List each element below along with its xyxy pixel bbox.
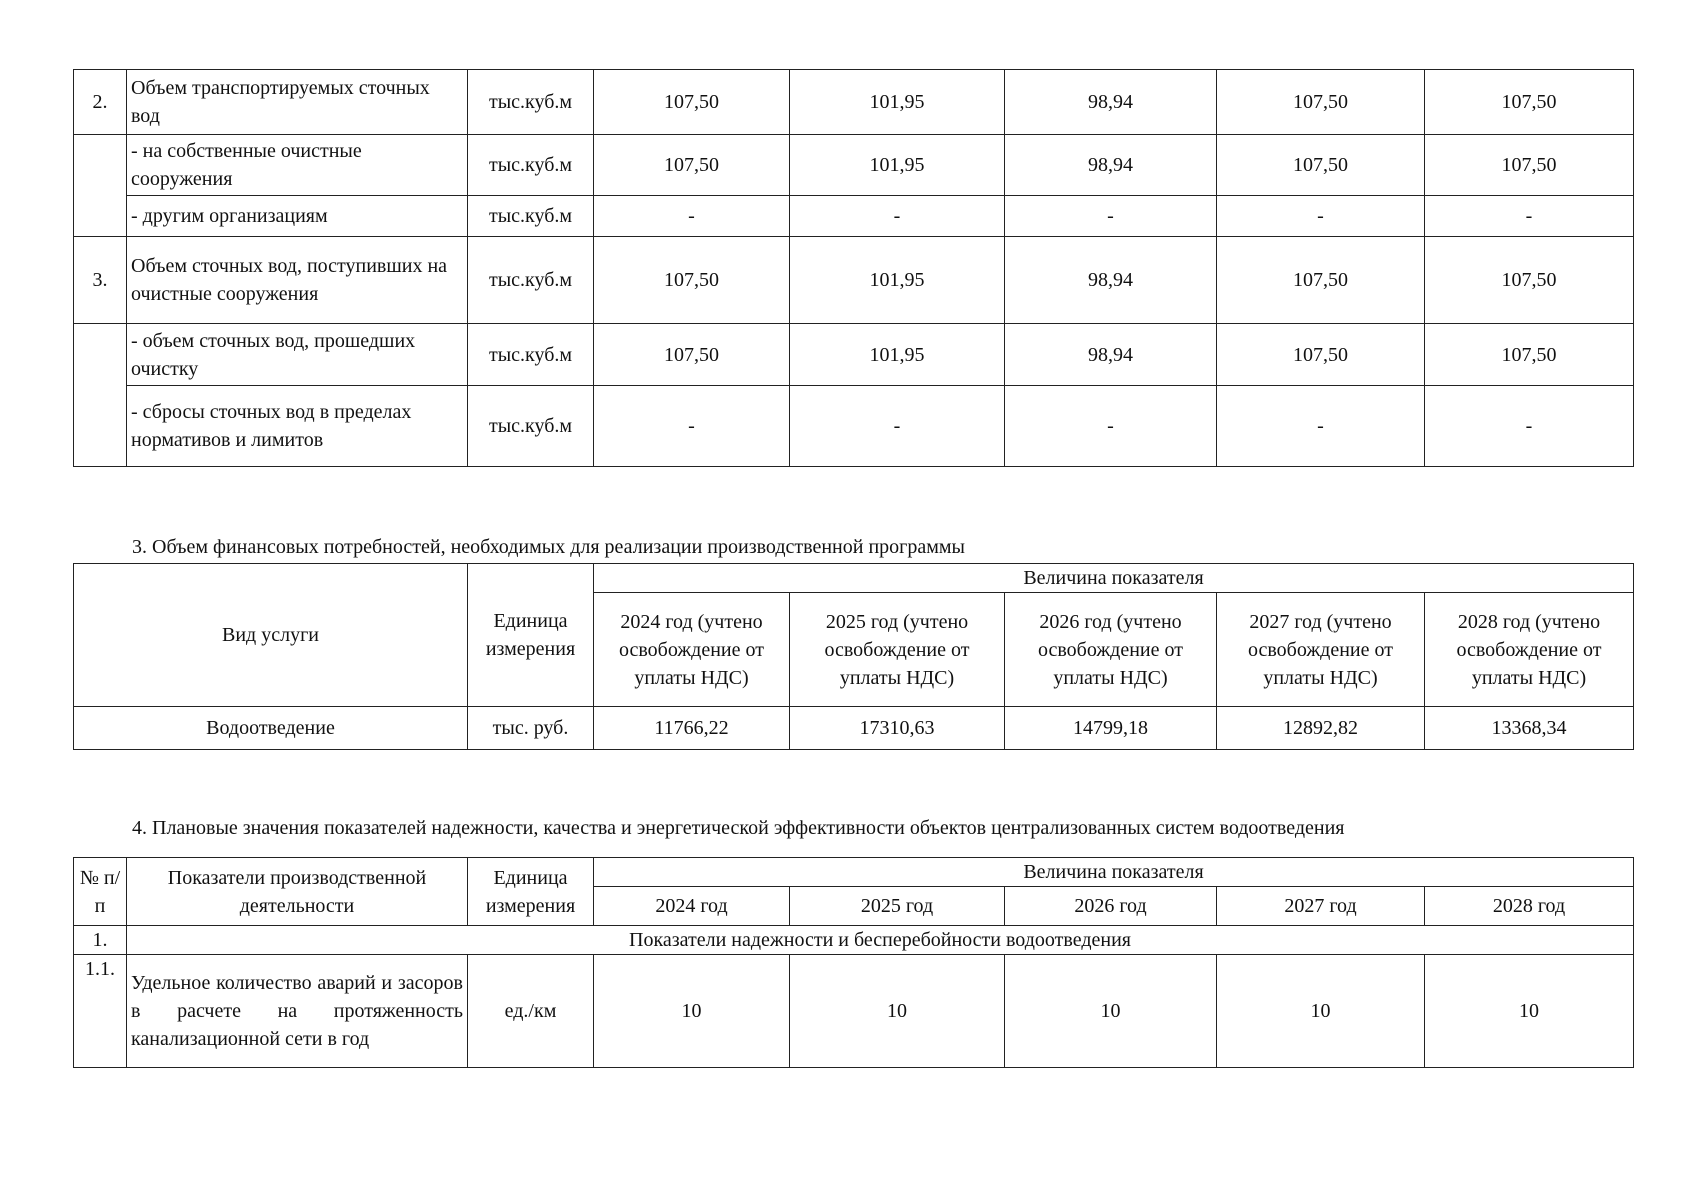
table-row (74, 707, 1634, 750)
table-row (74, 386, 1634, 467)
value-cell: 98,94 (1005, 237, 1217, 324)
service-name: Водоотведение (74, 707, 468, 750)
value-cell: 14799,18 (1005, 707, 1217, 750)
value-cell: 107,50 (594, 135, 790, 196)
value-cell: 12892,82 (1217, 707, 1425, 750)
value-cell: 107,50 (1217, 70, 1425, 135)
row-unit: тыс.куб.м (468, 70, 594, 135)
value-cell: - (790, 386, 1005, 467)
table-row (74, 196, 1634, 237)
year-header: 2025 год (учтено освобождение от уплаты НДС) (790, 593, 1005, 707)
row-name: Удельное количество аварий и засоров в расчете на протяженность канализационной сети в год (127, 955, 468, 1068)
value-cell: 10 (1217, 955, 1425, 1068)
value-cell: 98,94 (1005, 70, 1217, 135)
reliability-indicators-table (73, 857, 1634, 1068)
row-name: - объем сточных вод, прошедших очистку (127, 324, 468, 386)
value-cell: 10 (1005, 955, 1217, 1068)
value-cell: 107,50 (1217, 237, 1425, 324)
row-unit: тыс.куб.м (468, 386, 594, 467)
year-header: 2028 год (1425, 887, 1634, 926)
table-row (74, 135, 1634, 196)
value-cell: - (1005, 386, 1217, 467)
value-cell: - (594, 196, 790, 237)
indicator-header: Показатели производственной деятельности (127, 858, 468, 926)
value-cell: 11766,22 (594, 707, 790, 750)
row-number (74, 324, 127, 467)
row-number: 2. (74, 70, 127, 135)
num-header: № п/п (74, 858, 127, 926)
year-header: 2027 год (1217, 887, 1425, 926)
table-row (74, 237, 1634, 324)
value-cell: - (1005, 196, 1217, 237)
value-group-header: Величина показателя (594, 564, 1634, 593)
row-number (74, 135, 127, 237)
section-3-title: 3. Объем финансовых потребностей, необходимых для реализации производственной программы (132, 536, 965, 558)
row-name: - другим организациям (127, 196, 468, 237)
value-cell: 107,50 (1425, 70, 1634, 135)
value-cell: - (1217, 386, 1425, 467)
value-group-header: Величина показателя (594, 858, 1634, 887)
value-cell: 98,94 (1005, 135, 1217, 196)
year-header: 2026 год (учтено освобождение от уплаты НДС) (1005, 593, 1217, 707)
year-header: 2024 год (594, 887, 790, 926)
section-4-title: 4. Плановые значения показателей надежности, качества и энергетической эффективности объектов централизованных систем водоотведения (132, 817, 1345, 839)
value-cell: 107,50 (594, 324, 790, 386)
value-cell: 13368,34 (1425, 707, 1634, 750)
row-number: 3. (74, 237, 127, 324)
row-name: - на собственные очистные сооружения (127, 135, 468, 196)
row-unit: тыс.куб.м (468, 324, 594, 386)
service-header: Вид услуги (74, 564, 468, 707)
value-cell: 17310,63 (790, 707, 1005, 750)
value-cell: 107,50 (1425, 135, 1634, 196)
value-cell: 107,50 (1217, 135, 1425, 196)
value-cell: 10 (790, 955, 1005, 1068)
row-unit: тыс.куб.м (468, 135, 594, 196)
table-row (74, 70, 1634, 135)
value-cell: 101,95 (790, 70, 1005, 135)
year-header: 2026 год (1005, 887, 1217, 926)
value-cell: 98,94 (1005, 324, 1217, 386)
unit-header: Единица измерения (468, 564, 594, 707)
row-name: Объем сточных вод, поступивших на очистные сооружения (127, 237, 468, 324)
header-row (74, 858, 1634, 887)
value-cell: - (1217, 196, 1425, 237)
financial-needs-table (73, 563, 1634, 750)
value-cell: 101,95 (790, 135, 1005, 196)
value-cell: 10 (594, 955, 790, 1068)
value-cell: 10 (1425, 955, 1634, 1068)
row-unit: тыс.куб.м (468, 237, 594, 324)
row-number: 1.1. (74, 955, 127, 1068)
value-cell: 101,95 (790, 324, 1005, 386)
value-cell: - (1425, 196, 1634, 237)
value-cell: - (594, 386, 790, 467)
year-header: 2027 год (учтено освобождение от уплаты НДС) (1217, 593, 1425, 707)
row-unit: тыс.куб.м (468, 196, 594, 237)
group-row (74, 926, 1634, 955)
value-cell: 107,50 (1217, 324, 1425, 386)
unit-header: Единица измерения (468, 858, 594, 926)
value-cell: 107,50 (594, 70, 790, 135)
group-label: Показатели надежности и бесперебойности водоотведения (127, 926, 1634, 955)
year-header: 2025 год (790, 887, 1005, 926)
value-cell: 107,50 (594, 237, 790, 324)
value-cell: 107,50 (1425, 237, 1634, 324)
row-name: - сбросы сточных вод в пределах нормативов и лимитов (127, 386, 468, 467)
row-name: Объем транспортируемых сточных вод (127, 70, 468, 135)
value-cell: - (1425, 386, 1634, 467)
year-header: 2028 год (учтено освобождение от уплаты НДС) (1425, 593, 1634, 707)
value-cell: - (790, 196, 1005, 237)
value-cell: 101,95 (790, 237, 1005, 324)
table-row (74, 955, 1634, 1068)
row-unit: тыс. руб. (468, 707, 594, 750)
value-cell: 107,50 (1425, 324, 1634, 386)
header-row (74, 564, 1634, 593)
volumes-table (73, 69, 1634, 467)
group-number: 1. (74, 926, 127, 955)
year-header: 2024 год (учтено освобождение от уплаты НДС) (594, 593, 790, 707)
row-unit: ед./км (468, 955, 594, 1068)
table-row (74, 324, 1634, 386)
